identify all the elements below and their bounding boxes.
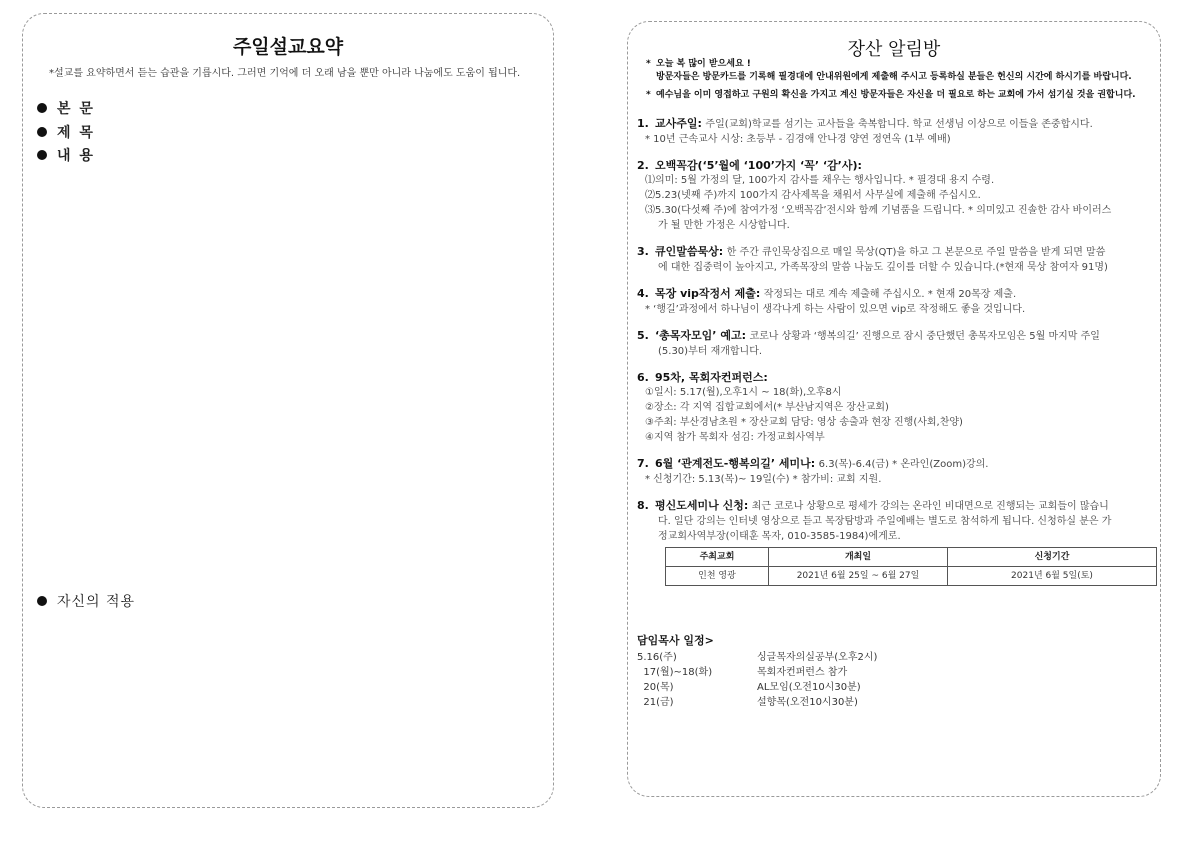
- sermon-summary-panel: [22, 13, 554, 808]
- bullet-dot-icon: [37, 150, 47, 160]
- schedule-title: 담임목사 일정>: [637, 634, 714, 647]
- visitor-notice: * 예수님을 이미 영접하고 구원의 확신을 가지고 계신 방문자들은 자신을 더 필요로 하는 교회에 가서 섬기실 것을 권합니다.: [646, 90, 1136, 100]
- announcement-item: 2. 오백꼭감(‘5’월에 ‘100’가지 ‘꼭’ ‘감’사): ⑴의미: 5월 가정의 달, 100가지 감사를 채우는 행사입니다. * 필경대 용지 수령. ⑵5.23(넷째 주)까지 100가지 감사제목을 채워서 사무실에 제출해 주십시오. ⑶5.30(다섯째 주)에 참여가정 ‘오백꼭감’전시와 함께 기념품을 드립니다. * 의미있고 진솔한 감사 바이러스 가 될 만한 가정은 시상합니다.: [637, 159, 1112, 231]
- bullet-dot-icon: [37, 127, 47, 137]
- bullet-title: 제 목: [37, 122, 95, 142]
- announcements-panel: [627, 21, 1161, 797]
- bullet-dot-icon: [37, 596, 47, 606]
- table-header: 개최일: [769, 548, 948, 567]
- welcome-notice: * 오늘 복 많이 받으세요 ! 방문자들은 방문카드를 기록해 필경대에 안내위원에게 제출해 주시고 등록하실 분들은 헌신의 시간에 하시기를 바랍니다.: [646, 59, 1132, 82]
- seminar-table: [665, 547, 1157, 586]
- bullet-content: 내 용: [37, 145, 95, 165]
- bullet-scripture: 본 문: [37, 98, 95, 118]
- bullet-application: 자신의 적용: [37, 591, 135, 611]
- announcement-item: 5. ‘총목자모임’ 예고: 코로나 상황과 ‘행복의길’ 진행으로 잠시 중단했던 총목자모임은 5월 마지막 주일 (5.30)부터 재개합니다.: [637, 329, 1100, 357]
- announcement-item: 4. 목장 vip작정서 제출: 작정되는 대로 계속 제출해 주십시오. * 현재 20목장 제출. * ‘행길’과정에서 하나님이 생각나게 하는 사람이 있으면 vip로 작정해도 좋을 것입니다.: [637, 287, 1026, 315]
- schedule-row: 5.16(주) 싱글목자의실공부(오후2시): [637, 652, 878, 663]
- announcement-item: 1. 교사주일: 주일(교회)학교를 섬기는 교사들을 축복합니다. 학교 선생님 이상으로 이들을 존중합시다. * 10년 근속교사 시상: 초등부 - 김경애 안나경 양연 정연옥 (1부 예배): [637, 117, 1093, 145]
- announcement-item: 7. 6월 ‘관계전도-행복의길’ 세미나: 6.3(목)-6.4(금) * 온라인(Zoom)강의. * 신청기간: 5.13(목)~ 19일(수) * 참가비: 교회 지원.: [637, 457, 989, 485]
- schedule-row: 17(월)~18(화) 목회자컨퍼런스 참가: [637, 667, 848, 678]
- table-header: 주최교회: [666, 548, 769, 567]
- pastor-schedule: [637, 632, 877, 710]
- table-header: 신청기간: [948, 548, 1157, 567]
- table-cell: 2021년 6월 5일(토): [948, 567, 1157, 586]
- schedule-row: 20(목) AL모임(오전10시30분): [637, 682, 861, 693]
- announcement-item: 6. 95차, 목회자컨퍼런스: ①일시: 5.17(월),오후1시 ~ 18(화),오후8시 ②장소: 각 지역 집합교회에서(* 부산남지역은 장산교회) ③주최: 부산경남초원 * 장산교회 담당: 영상 송출과 현장 진행(사회,찬양) ④지역 참가 목회자 섬김: 가정교회사역부: [637, 371, 963, 443]
- announcement-item: 3. 큐인말씀묵상: 한 주간 큐인묵상집으로 매일 묵상(QT)을 하고 그 본문으로 주일 말씀을 받게 되면 말씀 에 대한 집중력이 높아지고, 가족목장의 말씀 나눔도 깊이를 더할 수 있습니다.(*현재 묵상 참여자 91명): [637, 245, 1108, 273]
- sermon-summary-title: 주일설교요약: [232, 36, 344, 58]
- announcement-item: 8. 평신도세미나 신청: 최근 코로나 상황으로 평세가 강의는 온라인 비대면으로 진행되는 교회들이 많습니 다. 일단 강의는 인터넷 영상으로 듣고 목장탐방과 주일예배는 별도로 참석하게 됩니다. 신청하실 분은 가 정교회사역부장(이태훈 목자, 010-3585-1984)에게로. 주최교회 개최일 신청기간 인천 영광 2021년 6월 25일 ~ 6월 27일 2021년 6월 5일(토): [637, 498, 1157, 586]
- table-cell: 인천 영광: [666, 567, 769, 586]
- announcement-list: [637, 116, 1157, 597]
- bullet-dot-icon: [37, 103, 47, 113]
- sermon-summary-note: *설교를 요약하면서 듣는 습관을 기릅시다. 그러면 기억에 더 오래 남을 뿐만 아니라 나눔에도 도움이 됩니다.: [49, 68, 521, 79]
- table-cell: 2021년 6월 25일 ~ 6월 27일: [769, 567, 948, 586]
- schedule-row: 21(금) 설향목(오전10시30분): [637, 697, 858, 708]
- announcements-title: 장산 알림방: [847, 39, 941, 60]
